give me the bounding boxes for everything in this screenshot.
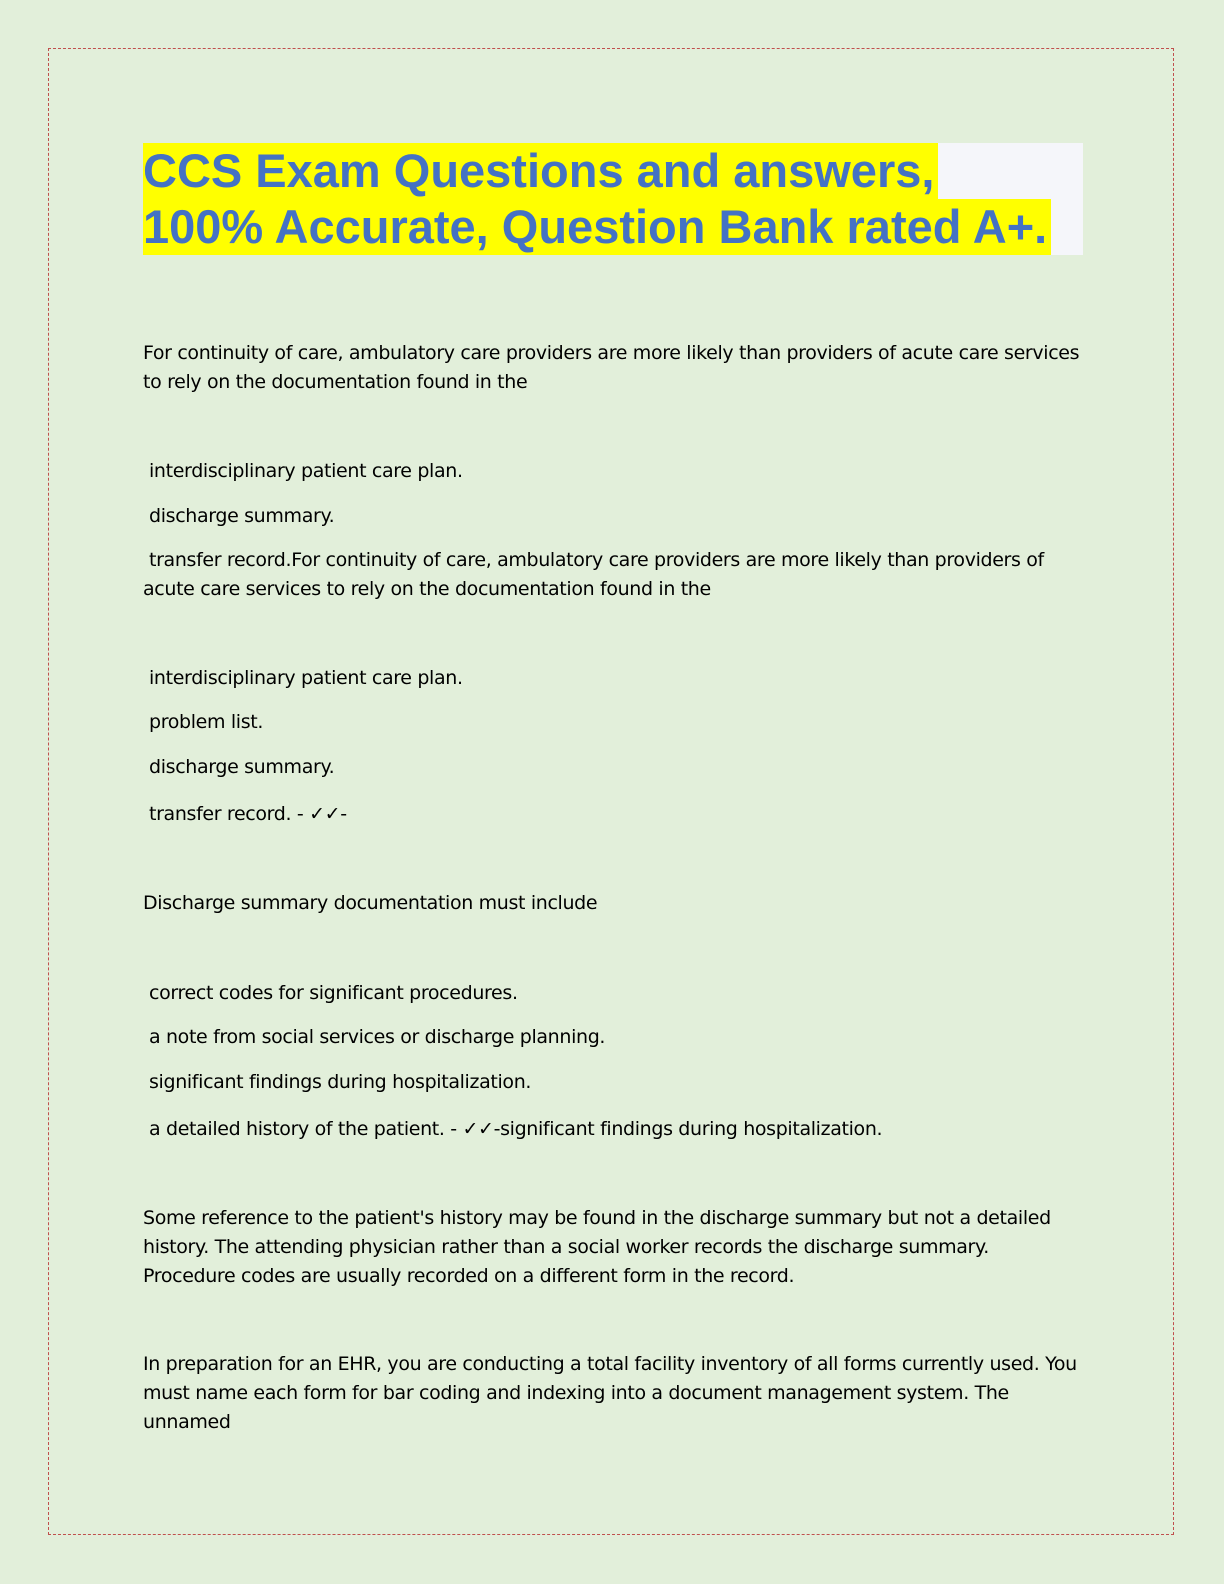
q1-option-a2: discharge summary. bbox=[149, 505, 335, 527]
q2-option-4-answer: a detailed history of the patient. - ✓✓-significant findings during hospitalization. bbox=[149, 1118, 883, 1140]
q2-option-3: significant findings during hospitalization. bbox=[149, 1071, 532, 1093]
q1-option-b1: interdisciplinary patient care plan. bbox=[149, 667, 463, 689]
question-2-text: Discharge summary documentation must include bbox=[143, 892, 598, 914]
title-line-1: CCS Exam Questions and answers, bbox=[143, 143, 938, 199]
question-3-text: In preparation for an EHR, you are conducting a total facility inventory of all forms currently used. You must name each form for bar coding and indexing into a document management system. The unnamed bbox=[143, 1353, 1077, 1433]
page-border bbox=[48, 48, 1174, 1535]
title-line-2: 100% Accurate, Question Bank rated A+. bbox=[143, 199, 1051, 255]
document-title bbox=[143, 143, 1083, 255]
q1-merged-line: transfer record.For continuity of care, ambulatory care providers are more likely than providers of acute care services to rely on the documentation found in the bbox=[143, 549, 1044, 600]
q1-option-b2: problem list. bbox=[149, 711, 264, 733]
q1-option-a1: interdisciplinary patient care plan. bbox=[149, 460, 463, 482]
q2-option-2: a note from social services or discharge planning. bbox=[149, 1026, 606, 1048]
q2-explanation: Some reference to the patient's history may be found in the discharge summary but not a detailed history. The attending physician rather than a social worker records the discharge summary. Procedure codes are usually recorded on a different form in the record. bbox=[143, 1207, 1051, 1287]
q1-option-b4-answer: transfer record. - ✓✓- bbox=[149, 803, 347, 825]
q2-option-1: correct codes for significant procedures. bbox=[149, 982, 518, 1004]
question-1-text: For continuity of care, ambulatory care providers are more likely than providers of acute care services to rely on the documentation found in the bbox=[143, 342, 1080, 393]
q1-option-b3: discharge summary. bbox=[149, 756, 335, 778]
